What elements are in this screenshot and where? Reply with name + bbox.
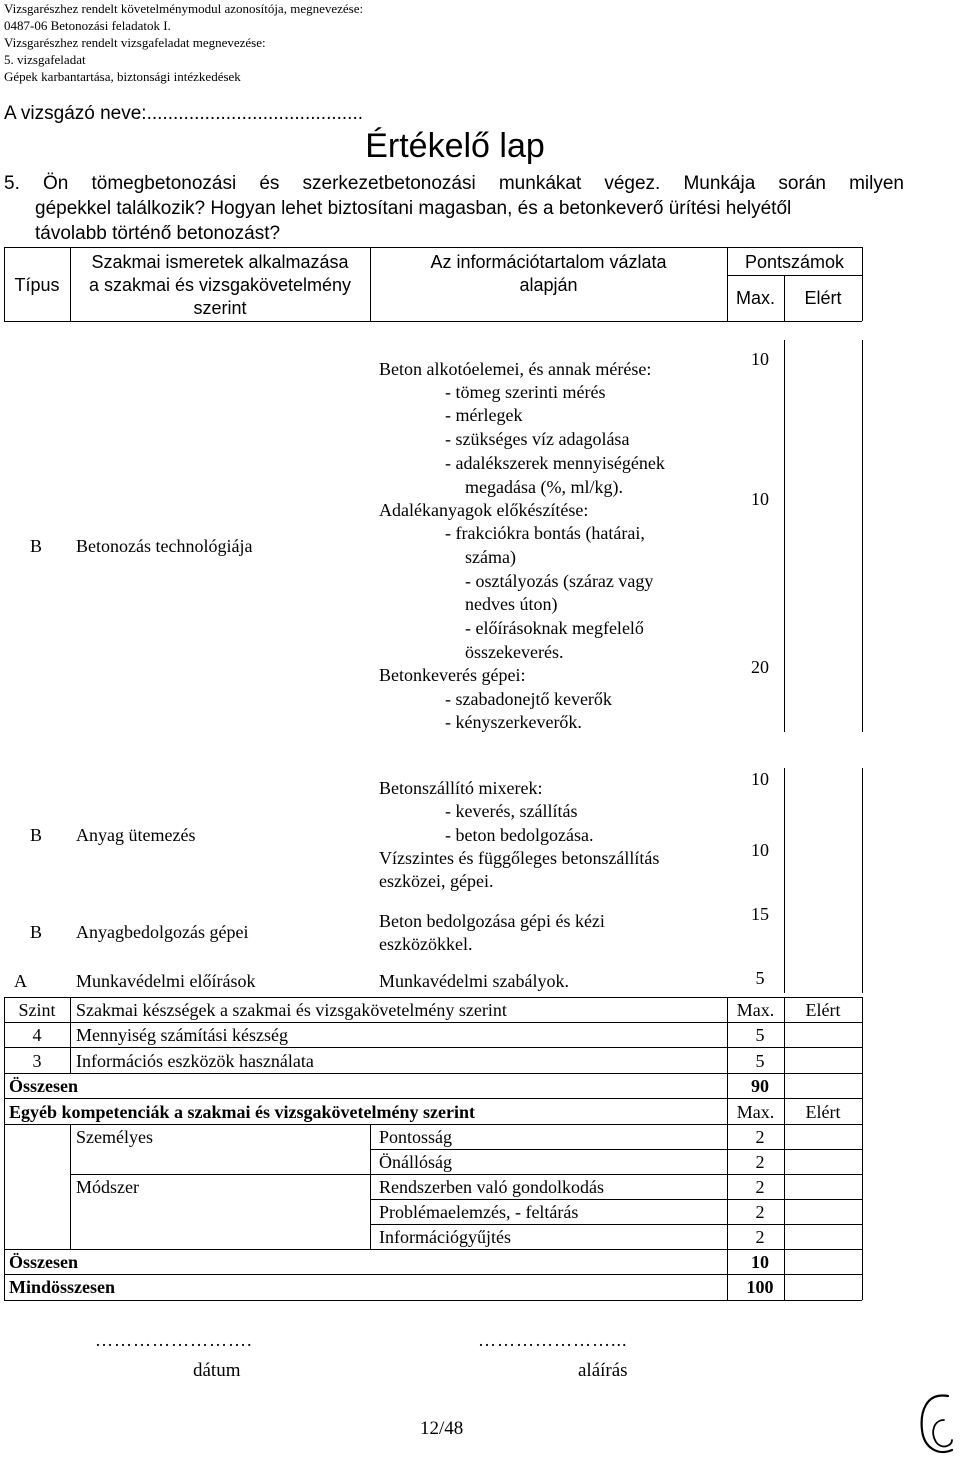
table-rule [784,768,785,993]
grand-total-label: Mindösszesen [9,1277,116,1297]
table-rule [4,1098,5,1300]
question-word: Munkája [683,173,756,194]
row-topic: Betonozás technológiája [76,536,253,556]
skill-max: 5 [755,1051,765,1071]
header-task-label: Vizsgarészhez rendelt vizsgafeladat megnevezése: [4,35,266,50]
question-word: 5. [4,173,20,194]
max-points: 10 [751,840,769,860]
skill-name: Mennyiség számítási készség [76,1025,288,1045]
content-line: eszközei, gépei. [379,871,494,891]
signature-label: aláírás [578,1360,628,1381]
table-rule [4,1073,862,1074]
competency-name: Információgyűjtés [379,1227,511,1247]
subtotal-label: Összesen [9,1252,78,1272]
table-rule [4,1098,862,1099]
competencies-header-max: Max. [736,1102,775,1122]
content-line: Adalékanyagok előkészítése: [379,500,589,520]
table-rule [862,997,863,1300]
header-task-number: 5. vizsgafeladat [4,52,86,67]
content-line: Munkavédelmi szabályok. [379,971,569,991]
content-line: - tömeg szerinti mérés [445,382,606,402]
row-topic: Anyagbedolgozás gépei [76,922,249,942]
col-header-knowledge-3: szerint [193,298,247,318]
signature-line: …………………... [478,1330,628,1350]
max-points: 10 [751,349,769,369]
content-line: Beton alkotóelemei, és annak mérése: [379,359,652,379]
handwritten-mark-icon [918,1390,954,1456]
competency-group: Módszer [76,1177,139,1197]
table-rule [370,1149,862,1150]
col-header-type: Típus [14,275,60,295]
question-word: során [778,173,826,194]
table-rule [370,1124,371,1249]
table-rule [862,247,863,321]
col-header-outline-2: alapján [519,275,578,295]
competency-name: Pontosság [379,1127,453,1147]
question-word: végez. [604,173,661,194]
skill-level: 4 [32,1025,42,1045]
max-points: 20 [751,657,769,677]
subtotal-value: 10 [751,1252,769,1272]
max-points: 10 [751,489,769,509]
content-line: száma) [465,547,516,567]
row-type: B [30,922,43,942]
table-rule [70,997,71,1073]
table-rule [4,1274,862,1275]
content-line: - beton bedolgozása. [445,825,594,845]
subtotal-value: 90 [751,1076,769,1096]
content-line: - kényszerkeverők. [445,712,582,732]
competency-max: 2 [755,1202,765,1222]
col-header-points: Pontszámok [744,252,845,272]
content-line: - adalékszerek mennyiségének [445,453,665,473]
date-line: ……………………. [95,1330,253,1350]
content-line: - szabadonejtő keverők [445,689,612,709]
row-type: B [30,536,43,556]
table-rule [727,275,862,276]
skills-header-achieved: Elért [805,1000,841,1020]
competency-group: Személyes [76,1127,153,1147]
content-line: - szükséges víz adagolása [445,429,630,449]
row-type: A [14,971,27,991]
row-topic: Anyag ütemezés [76,825,196,845]
subtotal-label: Összesen [9,1076,78,1096]
question-line-3: távolabb történő betonozást? [35,223,281,244]
competency-max: 2 [755,1152,765,1172]
content-line: Vízszintes és függőleges betonszállítás [379,848,660,868]
skills-header-max: Max. [736,1000,775,1020]
col-header-achieved: Elért [804,288,842,308]
question-word: szerkezetbetonozási [302,173,476,194]
table-rule [4,247,862,248]
max-points: 15 [751,904,769,924]
header-module-label: Vizsgarészhez rendelt követelménymodul azonosítója, megnevezése: [4,1,364,16]
question-line-2: gépekkel találkozik? Hogyan lehet biztosítani magasban, és a betonkeverő ürítési helyétől [35,198,792,219]
question-line-1 [4,171,904,196]
max-points: 10 [751,769,769,789]
table-rule [4,1300,862,1301]
content-line: - mérlegek [445,405,523,425]
table-rule [4,1249,862,1250]
table-rule [862,340,863,732]
question-word: munkákat [498,173,582,194]
date-label: dátum [193,1360,241,1381]
table-rule [862,768,863,993]
question-word: és [259,173,280,194]
question-word: milyen [849,173,904,194]
competency-max: 2 [755,1127,765,1147]
skill-level: 3 [32,1051,42,1071]
page-title: Értékelő lap [365,127,545,165]
content-line: eszközökkel. [379,934,473,954]
col-header-knowledge-2: a szakmai és vizsgakövetelmény [88,275,352,295]
competency-max: 2 [755,1227,765,1247]
grand-total-value: 100 [746,1277,774,1297]
content-line: - előírásoknak megfelelő [465,618,644,638]
table-rule [70,1124,71,1249]
skills-header-title: Szakmai készségek a szakmai és vizsgakövetelmény szerint [76,1000,507,1020]
competencies-header-achieved: Elért [805,1102,841,1122]
competency-name: Problémaelemzés, - feltárás [379,1202,579,1222]
page-number: 12/48 [420,1418,464,1439]
skill-max: 5 [755,1025,765,1045]
question-word: tömegbetonozási [91,173,237,194]
question-word: Ön [42,173,69,194]
header-module-id: 0487-06 Betonozási feladatok I. [4,18,171,33]
competencies-title: Egyéb kompetenciák a szakmai és vizsgakövetelmény szerint [9,1102,475,1122]
table-rule [370,1224,862,1225]
table-rule [4,321,862,322]
content-line: összekeverés. [465,642,564,662]
content-line: Betonszállító mixerek: [379,778,543,798]
table-rule [4,1047,862,1048]
table-rule [370,1199,862,1200]
content-line: - osztályozás (száraz vagy [465,571,654,591]
content-line: megadása (%, ml/kg). [465,477,623,497]
competency-name: Rendszerben való gondolkodás [379,1177,604,1197]
col-header-max: Max. [735,288,775,308]
header-task-title: Gépek karbantartása, biztonsági intézkedések [4,69,241,84]
content-line: - frakciókra bontás (határai, [445,523,645,543]
exam-question [4,171,904,246]
row-topic: Munkavédelmi előírások [76,971,256,991]
content-line: nedves úton) [465,594,558,614]
competency-max: 2 [755,1177,765,1197]
candidate-name-field: A vizsgázó neve:......................................... [4,103,364,124]
content-line: Betonkeverés gépei: [379,665,526,685]
table-rule [70,1174,862,1175]
col-header-knowledge-1: Szakmai ismeretek alkalmazása [91,252,349,272]
table-rule [4,997,862,998]
skills-header-level: Szint [18,1000,56,1020]
content-line: Beton bedolgozása gépi és kézi [379,911,605,931]
skill-name: Információs eszközök használata [76,1051,314,1071]
row-type: B [30,825,43,845]
competency-name: Önállóság [379,1152,452,1172]
table-rule [4,1022,862,1023]
content-line: - keverés, szállítás [445,801,578,821]
col-header-outline-1: Az információtartalom vázlata [430,252,667,272]
max-points: 5 [755,968,765,988]
table-rule [4,1124,862,1125]
